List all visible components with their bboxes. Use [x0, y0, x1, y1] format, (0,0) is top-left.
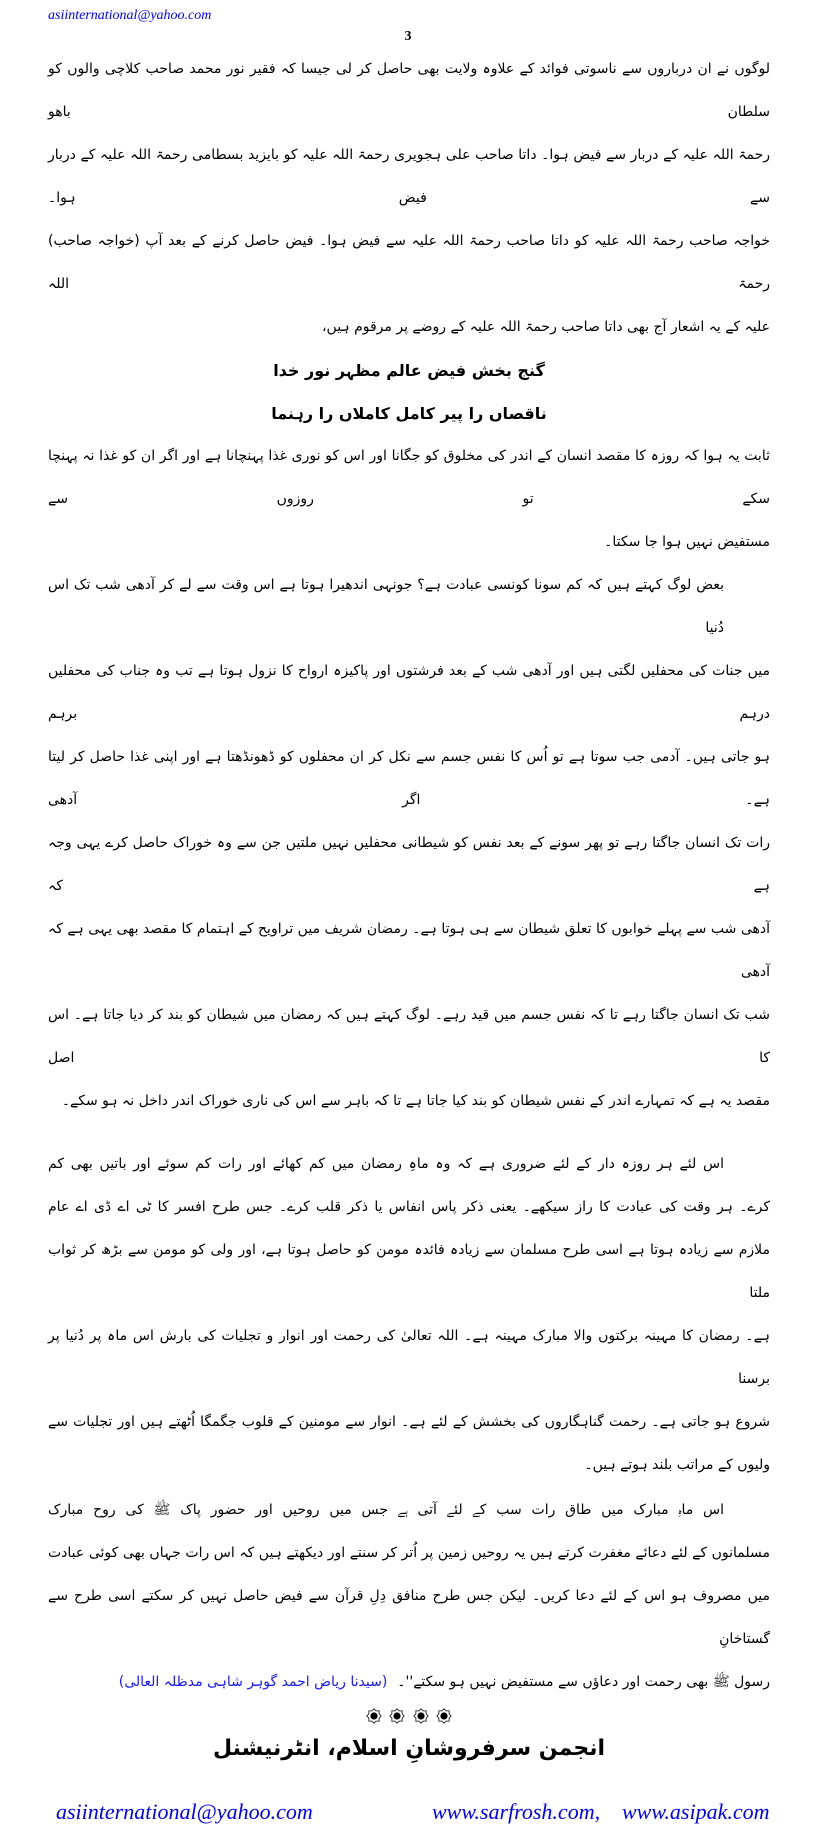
line-text: شب تک انسان جاگتا رہے تا کہ نفس جسم میں قید رہے۔ لوگ کہتے ہیں کہ رمضان میں شیطان کو بند کر دیا جاتا ہے۔ اس کا اصل [48, 1007, 770, 1066]
paragraph-5-line [48, 1661, 770, 1704]
line-text: رحمۃ اللہ علیہ کے دربار سے فیض ہوا۔ داتا صاحب علی ہجویری رحمۃ اللہ علیہ کو بایزید بسطامی رحمۃ اللہ علیہ کے دربار سے فیض ہوا۔ [48, 147, 770, 206]
paragraph-3-line [48, 650, 770, 736]
page-content [48, 48, 770, 1829]
line-text: میں جنات کی محفلیں لگتی ہیں اور آدھی شب کے بعد فرشتوں اور پاکیزہ ارواح کا نزول ہوتا ہے تب وہ جناب کی محفلیں درہم برہم [48, 663, 770, 722]
paragraph-4-line [48, 1229, 770, 1315]
paragraph-4-line [48, 1315, 770, 1401]
line-text: کرے۔ ہر وقت کی عبادت کا راز سیکھے۔ یعنی ذکر پاس انفاس یا ذکر قلب کرے۔ جس طرح افسر کا ٹی اے ڈی اے عام [48, 1199, 770, 1215]
paragraph-2-line [48, 435, 770, 521]
line-text: رسول ﷺ بھی رحمت اور دعاؤں سے مستفیض نہیں ہو سکتے''۔ [397, 1674, 770, 1690]
footer-email[interactable]: asiinternational@yahoo.com [56, 1799, 313, 1824]
footer [48, 1799, 770, 1829]
line-text: علیہ کے یہ اشعار آج بھی داتا صاحب رحمۃ اللہ علیہ کے روضے پر مرقوم ہیں، [322, 319, 770, 335]
octagram-star-icon [366, 1708, 382, 1724]
line-text: اس ماہِ مبارک میں طاق رات سب کے لئے آتی ہے جس میں روحیں اور حضور پاک ﷺ کی روح مبارک [48, 1502, 724, 1518]
footer-site-sarfrosh[interactable]: www.sarfrosh.com, [432, 1799, 601, 1824]
paragraph-4-line [48, 1143, 770, 1186]
line-text: مستفیض نہیں ہوا جا سکتا۔ [604, 534, 770, 550]
line-text: لوگوں نے ان درباروں سے ناسوتی فوائد کے علاوہ ولایت بھی حاصل کر لی جیسا کہ فقیر نور محمد صاحب کلاچی والوں کو سلطان باھو [48, 61, 770, 120]
paragraph-4-line [48, 1401, 770, 1444]
paragraph-5-line [48, 1532, 770, 1575]
line-text: رات تک انسان جاگتا رہے تو پھر سونے کے بعد نفس کو شیطانی محفلیں نہیں ملتیں جن سے وہ خوراک حاصل کرے یہی وجہ ہے کہ [48, 835, 770, 894]
author-signature: (سیدنا ریاض احمد گوہر شاہی مدظلہ العالی) [118, 1674, 388, 1690]
line-text: ہو جاتی ہیں۔ آدمی جب سوتا ہے تو اُس کا نفس جسم سے نکل کر ان محفلوں کو ڈھونڈھتا ہے اور اپنی غذا حاصل کر لیتا ہے۔ اگر آدھی [48, 749, 770, 808]
line-text: بعض لوگ کہتے ہیں کہ کم سونا کونسی عبادت ہے؟ جونہی اندھیرا ہوتا ہے اس وقت سے لے کر آدھی شب تک اس دُنیا [48, 577, 724, 636]
paragraph-1-line [48, 306, 770, 349]
octagram-star-icon [436, 1708, 452, 1724]
paragraph-4 [48, 1143, 770, 1487]
paragraph-5 [48, 1489, 770, 1704]
ornament-divider [48, 1708, 770, 1728]
paragraph-5-line [48, 1489, 770, 1532]
line-text: مقصد یہ ہے کہ تمہارے اندر کے نفس شیطان کو بند کیا جاتا ہے تا کہ باہر سے اس کی ناری خوراک اندر داخل نہ ہو سکے۔ [61, 1093, 770, 1109]
paragraph-3-line [48, 908, 770, 994]
line-text: خواجہ صاحب رحمۃ اللہ علیہ کو داتا صاحب رحمۃ اللہ علیہ سے فیض ہوا۔ فیض حاصل کرنے کے بعد آپ (خواجہ صاحب) رحمۃ اللہ [48, 233, 770, 292]
paragraph-3-line [48, 736, 770, 822]
paragraph-1-line [48, 134, 770, 220]
octagram-star-icon [389, 1708, 405, 1724]
line-text: اس لئے ہر روزہ دار کے لئے ضروری ہے کہ وہ ماہِ رمضان میں کم کھائے اور رات کم سوئے اور باتیں بھی کم [48, 1156, 724, 1172]
footer-site-asipak[interactable]: www.asipak.com [622, 1799, 770, 1824]
header-email[interactable]: asiinternational@yahoo.com [48, 8, 212, 23]
line-text: ولیوں کے مراتب بلند ہوتے ہیں۔ [584, 1457, 770, 1473]
paragraph-1-line [48, 48, 770, 134]
page-number: 3 [404, 29, 412, 44]
organization-heading: انجمن سرفروشانِ اسلام، انٹرنیشنل [212, 1736, 605, 1761]
line-text: آدھی شب سے پہلے خوابوں کا تعلق شیطان سے ہی ہوتا ہے۔ رمضان شریف میں تراویح کے اہتمام کا مقصد بھی یہی ہے کہ آدھی [48, 921, 770, 980]
paragraph-3-line [48, 994, 770, 1080]
verse-line-1: گنج بخش فیض عالم مظہر نور خدا [273, 361, 545, 380]
paragraph-1-line [48, 220, 770, 306]
paragraph-2 [48, 435, 770, 564]
line-text: ثابت یہ ہوا کہ روزہ کا مقصد انسان کے اندر کی مخلوق کو جگانا اور اس کو نوری غذا پہنچانا ہے اور اگر ان کو غذا نہ پہنچا سکے تو روزوں سے [48, 448, 770, 507]
paragraph-3-line [48, 1080, 770, 1123]
paragraph-3-line [48, 564, 770, 650]
paragraph-3 [48, 564, 770, 1123]
paragraph-3-line [48, 822, 770, 908]
paragraph-2-line [48, 521, 770, 564]
line-text: شروع ہو جاتی ہے۔ رحمت گناہگاروں کی بخشش کے لئے ہے۔ انوار سے مومنین کے قلوب جگمگا اُٹھتے ہیں اور تجلیات سے [48, 1414, 770, 1430]
line-text: میں مصروف ہو اس کے لئے دعا کریں۔ لیکن جس طرح منافق دِلِ قرآن سے فیض حاصل نہیں کر سکتے اسی طرح سے گستاخانِ [48, 1588, 770, 1647]
paragraph-5-line [48, 1575, 770, 1661]
paragraph-4-line [48, 1444, 770, 1487]
line-text: ملازم سے زیادہ ہوتا ہے اسی طرح مسلمان سے زیادہ فائدہ مومن کو حاصل ہوتا ہے، اور ولی کو مومن سے بڑھ کر ثواب ملتا [48, 1242, 770, 1301]
verse-line-2: ناقصاں را پیر کامل کاملاں را رہنما [271, 404, 547, 423]
line-text: مسلمانوں کے لئے دعائے مغفرت کرتے ہیں یہ روحیں زمین پر اُتر کر سنتے اور دیکھتے ہیں کہ اس رات جہاں بھی کوئی عبادت [48, 1545, 770, 1561]
paragraph-spacer [48, 1123, 770, 1143]
paragraph-4-line [48, 1186, 770, 1229]
octagram-star-icon [413, 1708, 429, 1724]
paragraph-1 [48, 48, 770, 349]
line-text: ہے۔ رمضان کا مہینہ برکتوں والا مبارک مہینہ ہے۔ اللہ تعالیٰ کی رحمت اور انوار و تجلیات کی بارش اس ماہ پر دُنیا پر برسنا [48, 1328, 770, 1387]
